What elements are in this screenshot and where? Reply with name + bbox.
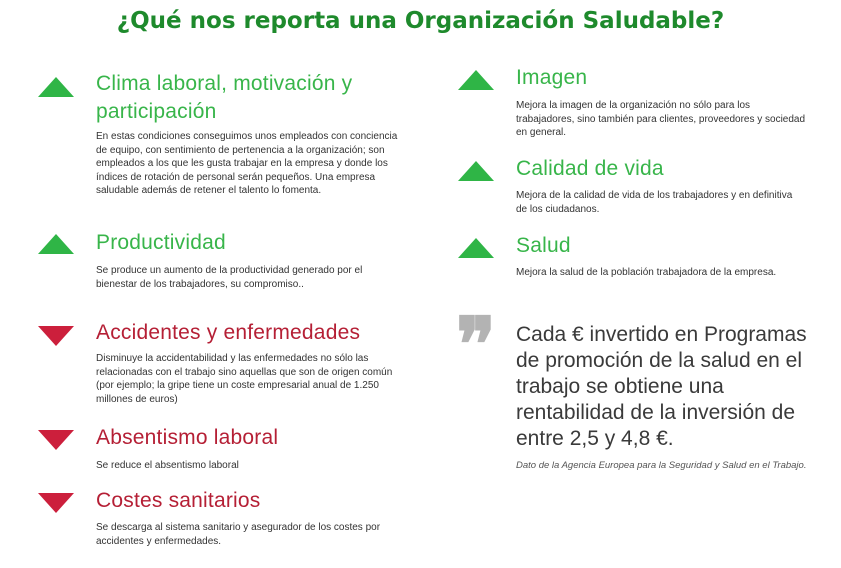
benefit-heading: Imagen bbox=[516, 66, 588, 89]
arrow-up-icon bbox=[458, 161, 494, 181]
arrow-down-icon bbox=[38, 430, 74, 450]
benefit-heading: Costes sanitarios bbox=[96, 489, 261, 512]
benefit-heading: Clima laboral, motivación y participación bbox=[96, 72, 353, 123]
arrow-down-icon bbox=[38, 493, 74, 513]
quote-text: Cada € invertido en Programas de promoción de la salud en el trabajo se obtiene una rentabilidad de la inversión de entre 2,5 y 4,8 €. bbox=[516, 323, 807, 450]
benefit-text: Mejora de la calidad de vida de los trabajadores y en definitiva de los ciudadanos. bbox=[516, 190, 793, 215]
benefit-text: Disminuye la accidentabilidad y las enfermedades no sólo las relacionadas con el trabajo sino aquellas que son de origen común (por ejemplo; la gripe tiene un coste empresarial anual de 1.250 millones de euros) bbox=[96, 353, 393, 405]
arrow-down-icon bbox=[38, 326, 74, 346]
arrow-up-icon bbox=[458, 238, 494, 258]
benefit-heading: Salud bbox=[516, 234, 571, 257]
quote-source: Dato de la Agencia Europea para la Seguridad y Salud en el Trabajo. bbox=[516, 460, 807, 471]
benefit-text: Se produce un aumento de la productividad generado por el bienestar de los trabajadores, su compromiso.. bbox=[96, 265, 363, 290]
benefit-text: Mejora la imagen de la organización no sólo para los trabajadores, sino también para clientes, proveedores y sociedad en general. bbox=[516, 100, 806, 139]
benefit-heading: Calidad de vida bbox=[516, 157, 664, 180]
benefit-heading: Absentismo laboral bbox=[96, 426, 279, 449]
benefit-text: Se reduce el absentismo laboral bbox=[96, 460, 239, 471]
benefit-text: En estas condiciones conseguimos unos empleados con conciencia de equipo, con sentimiento de pertenencia a la organización; son empleados a los que les gusta trabajar en la empresa y donde los índices de rotación de personal serán pequeños. Una empresa saludable además de retener el talento lo fomenta. bbox=[96, 131, 398, 197]
benefit-text: Se descarga al sistema sanitario y asegurador de los costes por accidentes y enfermedades. bbox=[96, 522, 381, 547]
benefit-text: Mejora la salud de la población trabajadora de la empresa. bbox=[516, 267, 777, 278]
page-title: ¿Qué nos reporta una Organización Saludable? bbox=[116, 8, 725, 34]
arrow-up-icon bbox=[458, 70, 494, 90]
arrow-up-icon bbox=[38, 234, 74, 254]
quote-icon: ❞ bbox=[456, 302, 496, 388]
benefit-heading: Accidentes y enfermedades bbox=[96, 321, 361, 344]
benefit-heading: Productividad bbox=[96, 231, 226, 254]
arrow-up-icon bbox=[38, 77, 74, 97]
